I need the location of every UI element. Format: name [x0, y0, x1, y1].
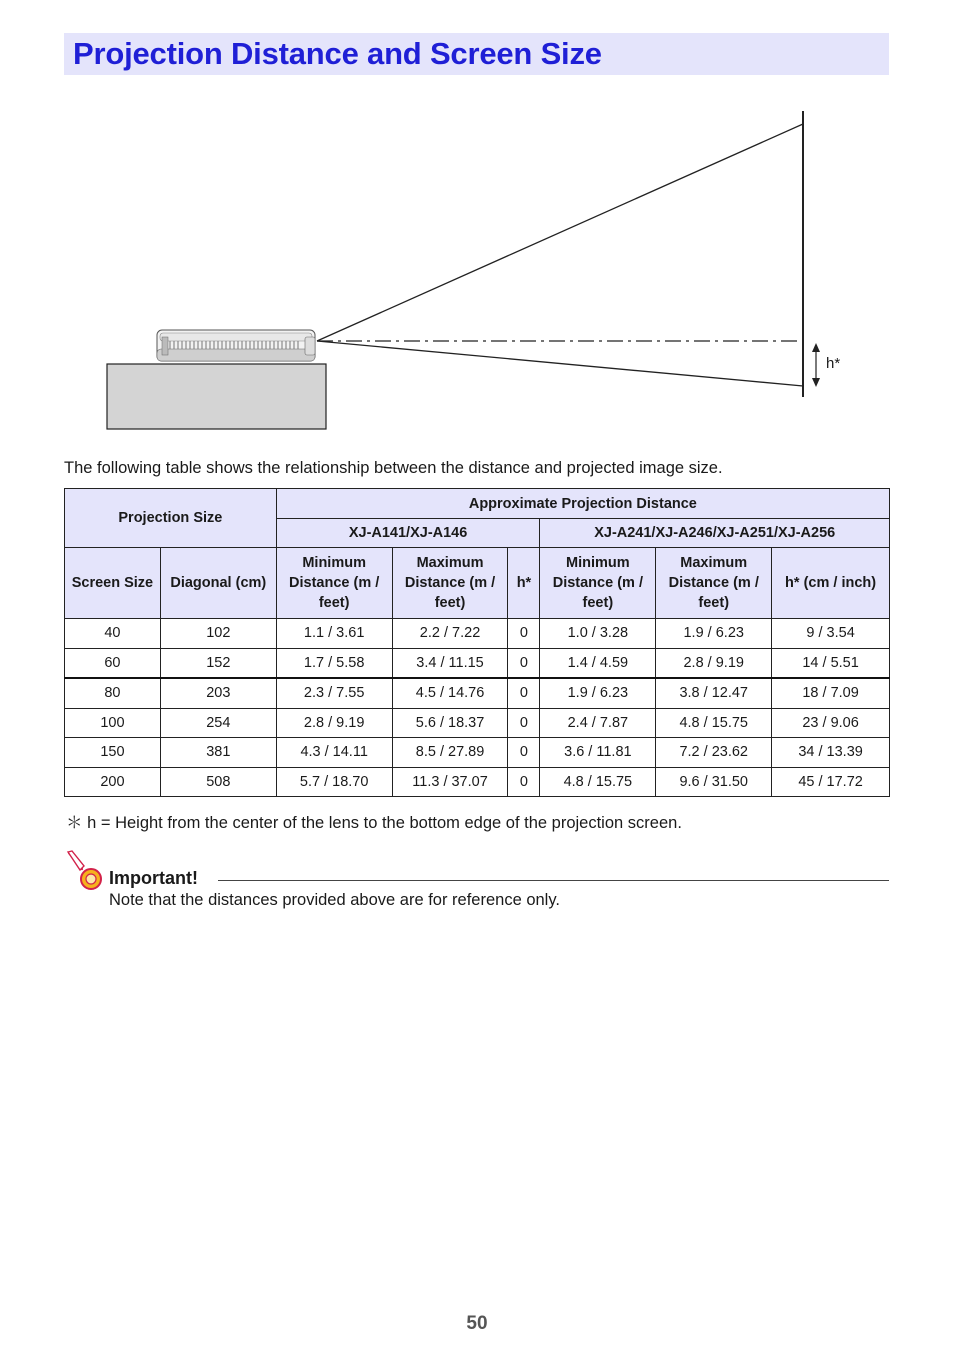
- cell-screen-size: 100: [65, 708, 161, 738]
- cell-diagonal: 203: [160, 678, 276, 708]
- cell-h-2: 34 / 13.39: [772, 738, 890, 768]
- cell-screen-size: 80: [65, 678, 161, 708]
- cell-h-2: 14 / 5.51: [772, 648, 890, 678]
- header-projection-size: Projection Size: [65, 489, 277, 548]
- height-label: h*: [826, 355, 841, 372]
- cell-min-distance: 1.7 / 5.58: [276, 648, 392, 678]
- header-screen-size: Screen Size: [65, 548, 161, 619]
- cell-diagonal: 508: [160, 767, 276, 797]
- cell-h: 0: [508, 738, 540, 768]
- cell-max-distance: 5.6 / 18.37: [392, 708, 508, 738]
- cell-max-distance-2: 3.8 / 12.47: [656, 678, 772, 708]
- header-max-distance-2: Maximum Distance (m / feet): [656, 548, 772, 619]
- cell-h: 0: [508, 619, 540, 649]
- cell-diagonal: 152: [160, 648, 276, 678]
- beam-top-line: [317, 124, 803, 341]
- table-row: [65, 738, 890, 768]
- cell-min-distance-2: 3.6 / 11.81: [540, 738, 656, 768]
- intro-text: The following table shows the relationship between the distance and projected image size.: [64, 459, 723, 477]
- header-approx-distance: Approximate Projection Distance: [276, 489, 889, 519]
- important-note: Note that the distances provided above are for reference only.: [109, 891, 560, 909]
- cell-min-distance: 4.3 / 14.11: [276, 738, 392, 768]
- cell-h: 0: [508, 708, 540, 738]
- cell-diagonal: 102: [160, 619, 276, 649]
- header-group-2: XJ-A241/XJ-A246/XJ-A251/XJ-A256: [540, 519, 890, 548]
- cell-h-2: 45 / 17.72: [772, 767, 890, 797]
- cell-max-distance: 11.3 / 37.07: [392, 767, 508, 797]
- cell-max-distance-2: 1.9 / 6.23: [656, 619, 772, 649]
- header-max-distance: Maximum Distance (m / feet): [392, 548, 508, 619]
- header-min-distance: Minimum Distance (m / feet): [276, 548, 392, 619]
- header-group-1: XJ-A141/XJ-A146: [276, 519, 540, 548]
- table-row: [65, 678, 890, 708]
- height-arrow: [812, 343, 820, 387]
- page-number: 50: [466, 1313, 488, 1334]
- header-h-2: h* (cm / inch): [772, 548, 890, 619]
- cell-max-distance-2: 9.6 / 31.50: [656, 767, 772, 797]
- cell-screen-size: 150: [65, 738, 161, 768]
- cell-min-distance-2: 1.9 / 6.23: [540, 678, 656, 708]
- cell-h-2: 9 / 3.54: [772, 619, 890, 649]
- cell-min-distance: 2.8 / 9.19: [276, 708, 392, 738]
- table-row: [65, 619, 890, 649]
- cell-screen-size: 200: [65, 767, 161, 797]
- important-pin-icon: [66, 849, 106, 891]
- cell-max-distance-2: 7.2 / 23.62: [656, 738, 772, 768]
- header-diagonal: Diagonal (cm): [160, 548, 276, 619]
- cell-max-distance: 4.5 / 14.76: [392, 678, 508, 708]
- cell-min-distance-2: 1.0 / 3.28: [540, 619, 656, 649]
- cell-min-distance-2: 4.8 / 15.75: [540, 767, 656, 797]
- table-row: [65, 708, 890, 738]
- cell-max-distance: 8.5 / 27.89: [392, 738, 508, 768]
- projection-table: [64, 488, 890, 797]
- projector-icon: [157, 330, 315, 361]
- cell-max-distance-2: 2.8 / 9.19: [656, 648, 772, 678]
- cell-min-distance: 5.7 / 18.70: [276, 767, 392, 797]
- cell-min-distance: 2.3 / 7.55: [276, 678, 392, 708]
- header-min-distance-2: Minimum Distance (m / feet): [540, 548, 656, 619]
- table-row: [65, 767, 890, 797]
- cell-h: 0: [508, 767, 540, 797]
- page-title: Projection Distance and Screen Size: [73, 36, 602, 71]
- projection-diagram: [100, 105, 860, 435]
- cell-diagonal: 381: [160, 738, 276, 768]
- important-heading: Important!: [109, 868, 198, 888]
- title-bar: [64, 33, 889, 75]
- important-divider: [218, 880, 889, 881]
- cell-h-2: 23 / 9.06: [772, 708, 890, 738]
- cell-max-distance: 3.4 / 11.15: [392, 648, 508, 678]
- cell-min-distance-2: 1.4 / 4.59: [540, 648, 656, 678]
- footnote: ＊ h = Height from the center of the lens to the bottom edge of the projection screen.: [66, 814, 682, 832]
- cell-screen-size: 40: [65, 619, 161, 649]
- cell-screen-size: 60: [65, 648, 161, 678]
- cell-max-distance-2: 4.8 / 15.75: [656, 708, 772, 738]
- cell-h-2: 18 / 7.09: [772, 678, 890, 708]
- cell-h: 0: [508, 678, 540, 708]
- cell-min-distance-2: 2.4 / 7.87: [540, 708, 656, 738]
- beam-bottom-line: [317, 341, 803, 386]
- cell-max-distance: 2.2 / 7.22: [392, 619, 508, 649]
- cell-h: 0: [508, 648, 540, 678]
- cell-min-distance: 1.1 / 3.61: [276, 619, 392, 649]
- cell-diagonal: 254: [160, 708, 276, 738]
- header-h: h*: [508, 548, 540, 619]
- table-row: [65, 648, 890, 678]
- table-surface: [107, 364, 326, 429]
